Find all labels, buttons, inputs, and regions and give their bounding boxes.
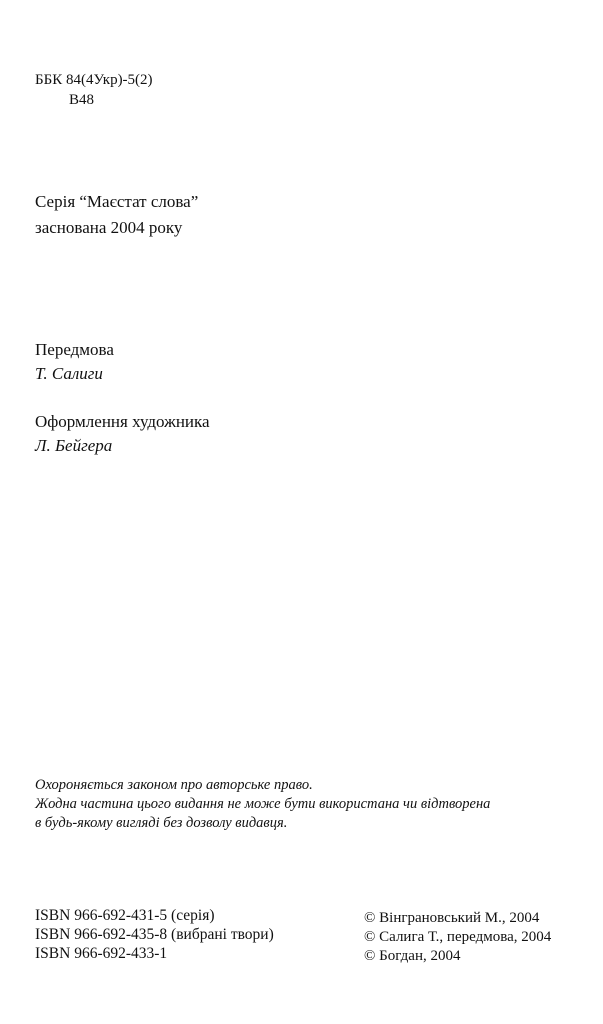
copyright-author: © Вінграновський М., 2004 — [364, 910, 540, 926]
design-artist: Л. Бейгера — [35, 436, 113, 455]
design-label: Оформлення художника — [35, 412, 210, 431]
bbk-code: ББК 84(4Укр)-5(2) — [35, 72, 153, 88]
notice-line: Жодна частина цього видання не може бути використана чи відтворена — [35, 796, 491, 812]
isbn-volume: ISBN 966-692-433-1 — [35, 945, 168, 962]
series-founded: заснована 2004 року — [35, 218, 183, 237]
notice-line: в будь-якому вигляді без дозволу видавця. — [35, 815, 288, 831]
isbn-list — [35, 906, 274, 963]
series-title: Серія “Маєстат слова” — [35, 192, 199, 211]
copyright-preface: © Салига Т., передмова, 2004 — [364, 929, 552, 945]
author-mark: В48 — [69, 92, 95, 108]
isbn-selected-works: ISBN 966-692-435-8 (вибрані твори) — [35, 926, 274, 943]
copyright-list — [364, 909, 551, 966]
preface-author: Т. Салиги — [35, 364, 103, 383]
isbn-series: ISBN 966-692-431-5 (серія) — [35, 907, 215, 924]
copyright-notice — [35, 776, 490, 833]
notice-line: Охороняється законом про авторське право. — [35, 777, 313, 793]
preface-label: Передмова — [35, 340, 114, 359]
copyright-publisher: © Богдан, 2004 — [364, 948, 461, 964]
